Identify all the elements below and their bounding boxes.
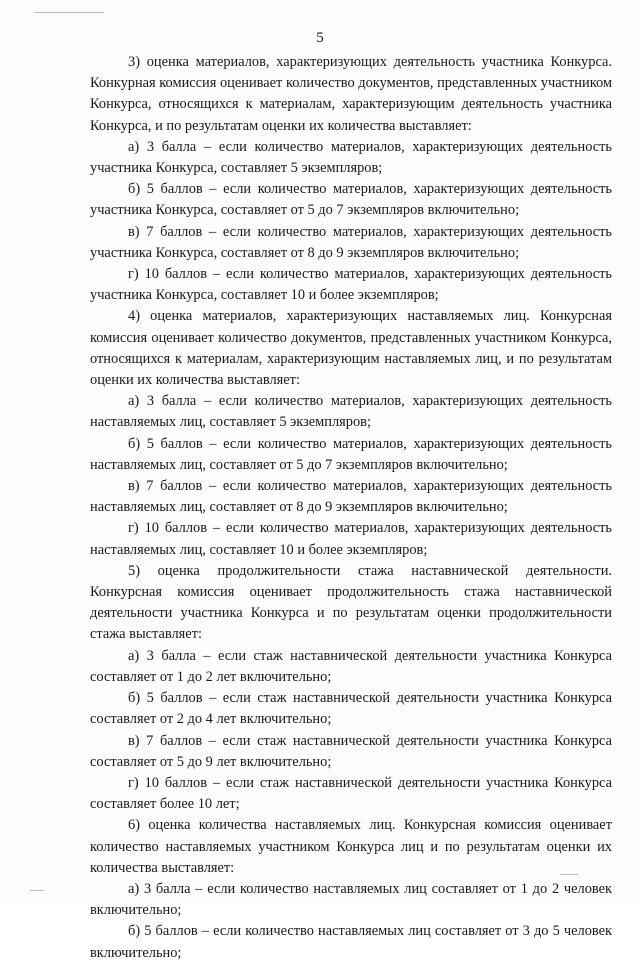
paragraph-4b: б) 5 баллов – если количество материалов, характеризующих деятельность наставляемых лиц, составляет от 5 до 7 экземпляров включительно;	[90, 435, 612, 473]
paragraph-4-materials-mentees: 4) оценка материалов, характеризующих наставляемых лиц. Конкурсная комиссия оценивает количество документов, представленных участником Конкурса, относящихся к материалам, характеризующим наставляемых лиц, и по результатам оценки их количества выставляет:	[90, 308, 612, 389]
scan-artifact	[34, 12, 104, 13]
paragraph-3b: б) 5 баллов – если количество материалов, характеризующих деятельность участника Конкурса, составляет от 5 до 7 экземпляров включительно;	[90, 181, 612, 219]
paragraph-6-mentee-count: 6) оценка количества наставляемых лиц. Конкурсная комиссия оценивает количество наставляемых участником Конкурса лиц и по результатам оценки их количества выставляет:	[90, 817, 612, 876]
document-body	[90, 52, 612, 964]
paragraph-4c: в) 7 баллов – если количество материалов, характеризующих деятельность наставляемых лиц, составляет от 8 до 9 экземпляров включительно;	[90, 478, 612, 516]
scan-artifact	[30, 890, 44, 891]
paragraph-5a: а) 3 балла – если стаж наставнической деятельности участника Конкурса составляет от 1 до 2 лет включительно;	[90, 647, 612, 685]
paragraph-3-materials-participant: 3) оценка материалов, характеризующих деятельность участника Конкурса. Конкурная комиссия оценивает количество документов, представленных участником Конкурса, относящихся к материалам, характеризующим деятельность участника Конкурса, и по результатам оценки их количества выставляет:	[90, 54, 612, 134]
paragraph-6a: а) 3 балла – если количество наставляемых лиц составляет от 1 до 2 человек включительно;	[90, 880, 612, 919]
paragraph-5c: в) 7 баллов – если стаж наставнической деятельности участника Конкурса составляет от 5 до 9 лет включительно;	[90, 732, 612, 770]
page-number: 5	[316, 30, 324, 46]
paragraph-3c: в) 7 баллов – если количество материалов, характеризующих деятельность участника Конкурса, составляет от 8 до 9 экземпляров включительно;	[90, 223, 612, 261]
paragraph-4a: а) 3 балла – если количество материалов, характеризующих деятельность наставляемых лиц, составляет 5 экземпляров;	[90, 393, 612, 431]
paragraph-5d: г) 10 баллов – если стаж наставнической деятельности участника Конкурса составляет более 10 лет;	[90, 774, 612, 813]
paragraph-6b: б) 5 баллов – если количество наставляемых лиц составляет от 3 до 5 человек включительно;	[90, 923, 612, 961]
paragraph-4d: г) 10 баллов – если количество материалов, характеризующих деятельность наставляемых лиц, составляет 10 и более экземпляров;	[90, 520, 612, 558]
paragraph-3d: г) 10 баллов – если количество материалов, характеризующих деятельность участника Конкурса, составляет 10 и более экземпляров;	[90, 266, 612, 304]
paragraph-5-mentoring-experience: 5) оценка продолжительности стажа наставнической деятельности. Конкурсная комиссия оценивает продолжительность стажа наставнической деятельности участника Конкурса и по результатам оценки продолжительности стажа выставляет:	[90, 562, 612, 643]
paragraph-3a: а) 3 балла – если количество материалов, характеризующих деятельность участника Конкурса, составляет 5 экземпляров;	[90, 138, 612, 177]
paragraph-5b: б) 5 баллов – если стаж наставнической деятельности участника Конкурса составляет от 2 до 4 лет включительно;	[90, 690, 612, 728]
